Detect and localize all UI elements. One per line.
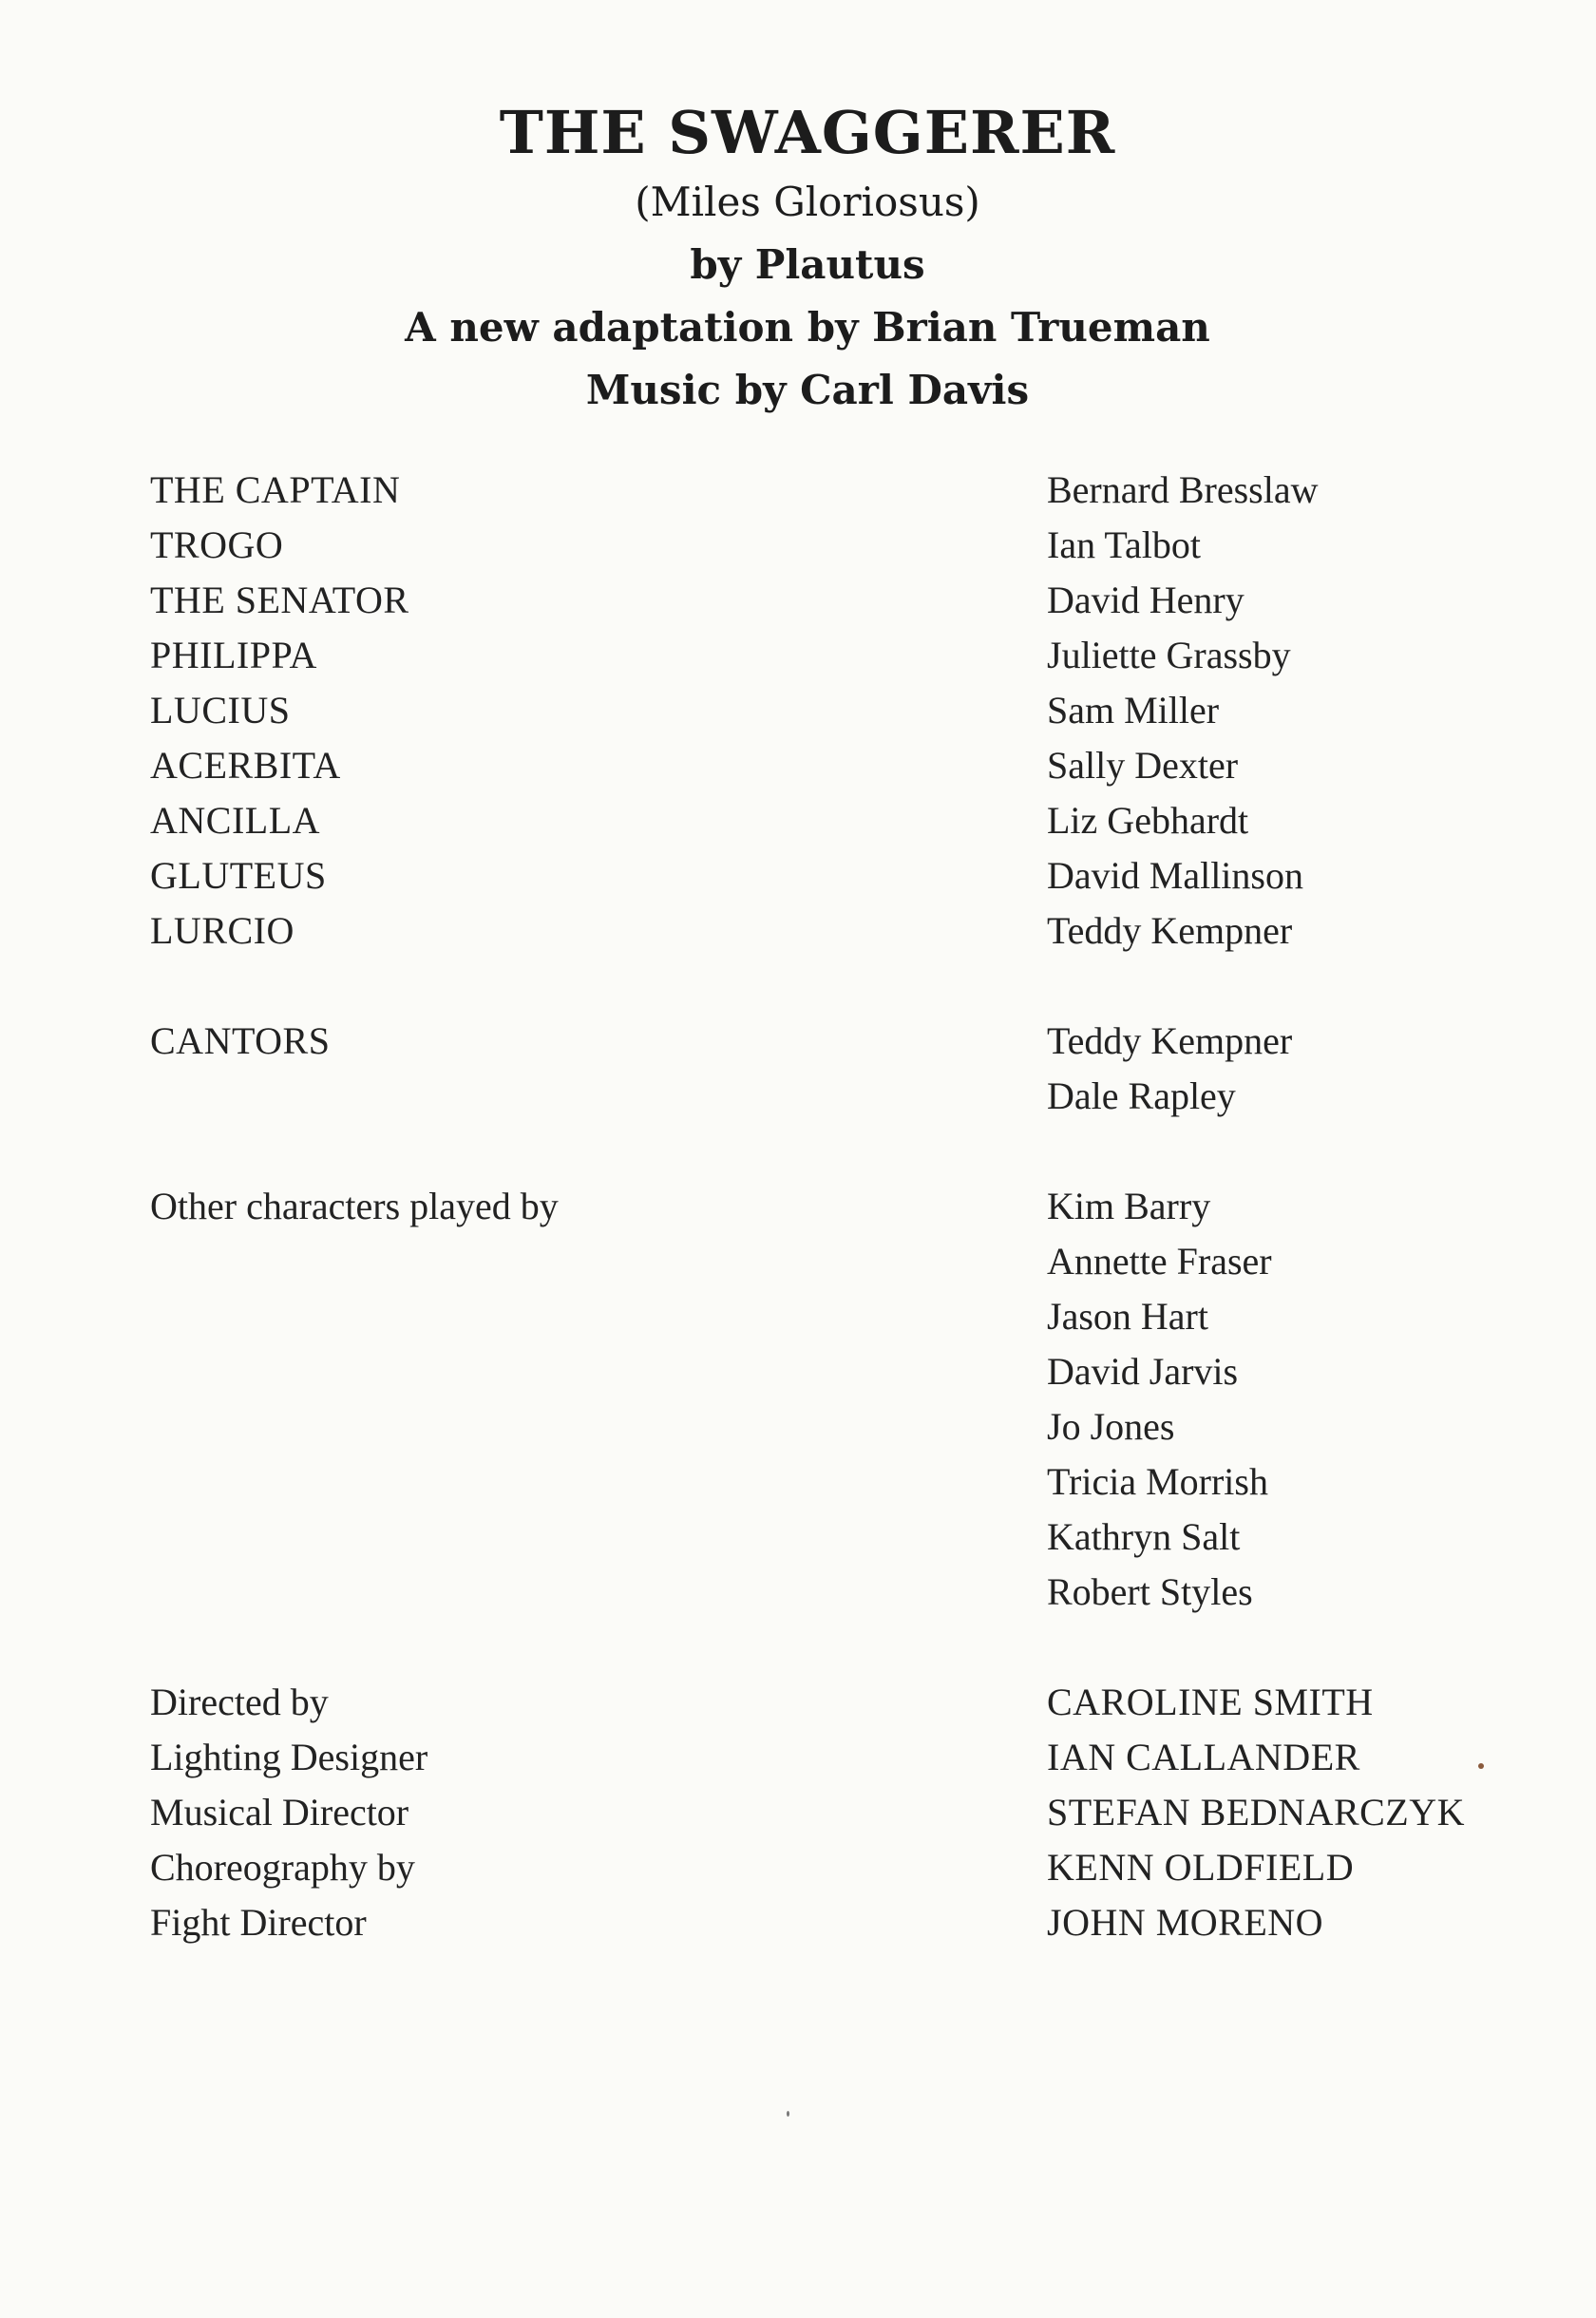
cast-row [0,794,1596,847]
creative-name: STEFAN BEDNARCZYK [1047,1791,1466,1834]
cast-row [0,849,1596,902]
others-row [0,1566,1596,1619]
music-credit: Music by Carl Davis [585,367,1030,413]
cantors-row [0,1015,1596,1068]
cast-role: ANCILLA [150,799,321,842]
creative-row [0,1731,1596,1784]
creative-name: JOHN MORENO [1047,1901,1324,1944]
ensemble-name: Annette Fraser [1047,1240,1272,1282]
cantor-name: Teddy Kempner [1047,1019,1293,1062]
cast-row [0,739,1596,792]
paper-speck [787,2111,789,2117]
others-row [0,1510,1596,1564]
cast-role: ACERBITA [150,744,341,787]
cast-role: THE SENATOR [150,579,409,621]
cast-role: PHILIPPA [150,634,317,676]
cast-row [0,629,1596,682]
others-row [0,1400,1596,1454]
cast-role: THE CAPTAIN [150,468,401,511]
others-row [0,1345,1596,1398]
paper-speck [1478,1763,1484,1769]
ensemble-name: Kim Barry [1047,1185,1211,1227]
cast-actor: Sam Miller [1047,689,1220,732]
cast-actor: David Henry [1047,579,1244,621]
ensemble-name: Tricia Morrish [1047,1460,1268,1503]
cast-row [0,684,1596,737]
cast-actor: Ian Talbot [1047,523,1201,566]
play-author: by Plautus [690,241,925,288]
creative-role: Lighting Designer [150,1736,428,1778]
cast-actor: Liz Gebhardt [1047,799,1249,842]
cast-role: LUCIUS [150,689,291,732]
ensemble-name: Jo Jones [1047,1405,1175,1448]
others-row [0,1290,1596,1343]
creative-row [0,1896,1596,1949]
cast-role: GLUTEUS [150,854,327,897]
cast-actor: Juliette Grassby [1047,634,1291,676]
cast-actor: Teddy Kempner [1047,909,1293,952]
creative-role: Directed by [150,1681,329,1723]
creative-role: Fight Director [150,1901,367,1944]
creative-name: KENN OLDFIELD [1047,1846,1355,1889]
ensemble-name: Kathryn Salt [1047,1515,1241,1558]
creative-row [0,1841,1596,1894]
cast-row [0,464,1596,517]
creative-row [0,1786,1596,1839]
play-header [0,95,1596,422]
cast-role: LURCIO [150,909,294,952]
creative-role: Musical Director [150,1791,409,1834]
cast-role: TROGO [150,523,284,566]
cantors-row [0,1070,1596,1123]
adaptation-credit: A new adaptation by Brian Trueman [405,304,1210,351]
cast-actor: David Mallinson [1047,854,1303,897]
play-title: THE SWAGGERER [499,98,1116,167]
creative-row [0,1676,1596,1729]
cast-row [0,519,1596,572]
cast-row [0,904,1596,958]
others-row [0,1180,1596,1233]
cast-row [0,574,1596,627]
others-row [0,1235,1596,1288]
ensemble-name: Jason Hart [1047,1295,1208,1338]
others-row [0,1455,1596,1509]
creative-role: Choreography by [150,1846,415,1889]
cantors-label: CANTORS [150,1019,331,1062]
cast-actor: Sally Dexter [1047,744,1239,787]
ensemble-name: David Jarvis [1047,1350,1239,1393]
others-label: Other characters played by [150,1185,559,1227]
ensemble-name: Robert Styles [1047,1570,1253,1613]
creative-name: IAN CALLANDER [1047,1736,1360,1778]
cast-actor: Bernard Bresslaw [1047,468,1319,511]
play-subtitle: (Miles Gloriosus) [635,179,980,225]
cantor-name: Dale Rapley [1047,1074,1236,1117]
creative-name: CAROLINE SMITH [1047,1681,1374,1723]
